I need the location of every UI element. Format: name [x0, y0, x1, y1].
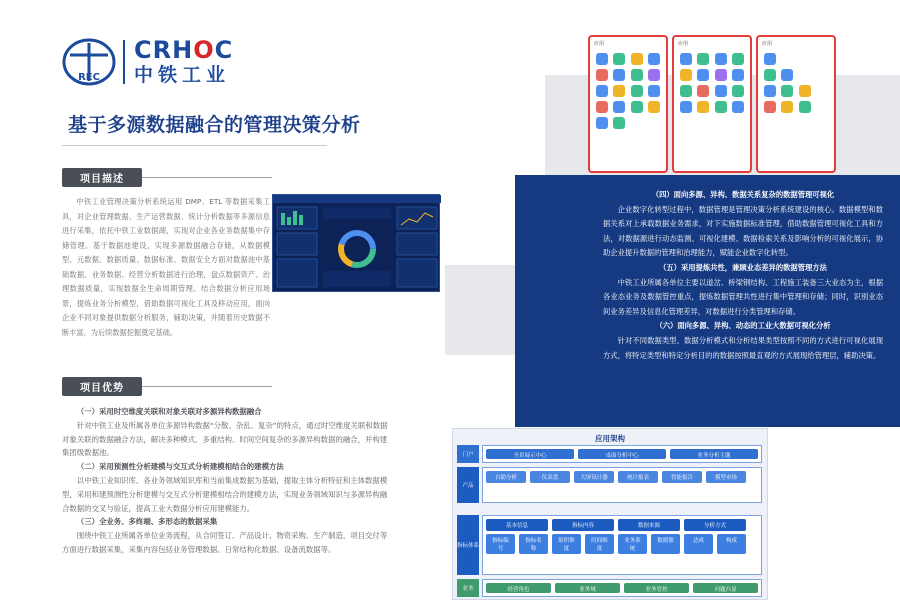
arch-item: 业务管控 [624, 583, 689, 593]
arch-subitem: 业务系统 [618, 534, 647, 554]
arch-row-product [457, 467, 762, 503]
feature-text: 中铁工业所属各单位主要以道岔、桥梁钢结构、工程施工装备三大业态为主，根据各业态业务及数据管控重点，提炼数据管理共性进行集中管理和存储；同时，识别业态间业务差异及信息化管理差异，对数据进行分类管理和存储。 [603, 277, 883, 316]
arch-item: 统计报表 [618, 471, 658, 483]
arch-row-label: 指标体系 [457, 515, 479, 575]
company-logo [62, 35, 233, 89]
arch-item: 指标内容 [552, 519, 614, 531]
crec-emblem-icon [62, 35, 116, 89]
section-header-description [62, 168, 272, 186]
arch-row-portal [457, 445, 762, 463]
phone-title: 应用 [594, 41, 605, 47]
arch-subitem: 构成 [717, 534, 746, 554]
arch-item: 大屏设计器 [574, 471, 614, 483]
arch-item: 经营角色 [486, 583, 551, 593]
arch-item: 仪表盘 [530, 471, 570, 483]
logo-wordmark [134, 37, 233, 87]
arch-item: 桌面分析中心 [578, 449, 666, 459]
feature-heading: （四）面向多源、异构、数据关系复杂的数据管理可视化 [651, 190, 835, 199]
advantage-heading: （二）采用预测性分析建模与交互式分析建模相结合的建模方法 [76, 462, 284, 472]
advantage-text: 针对中铁工业及所属各单位多源异构数据“分散、杂乱、复杂”的特点，通过时空维度关联和数据对象关联的数据融合方法，解决多种模式、多重结构、时间空间复杂的多源异构数据的融合，并构建集团级数据池。 [62, 420, 388, 458]
arch-subitem: 时间维度 [585, 534, 614, 554]
arch-item: 智能报告 [662, 471, 702, 483]
page-title: 基于多源数据融合的管理决策分析 [68, 114, 361, 136]
arch-item: 问题凸显 [693, 583, 758, 593]
section-rule [142, 386, 272, 387]
arch-row-label: 门户 [457, 445, 479, 463]
arch-subitem: 指标编号 [486, 534, 515, 554]
arch-subitem: 指标名称 [519, 534, 548, 554]
logo-english: CRHOC [134, 36, 234, 64]
phone-title: 应用 [678, 41, 689, 47]
advantage-heading: （一）采用时空维度关联和对象关联对多源异构数据融合 [76, 407, 262, 416]
arch-item: 分析方式 [684, 519, 746, 531]
arch-subitem: 组织维度 [552, 534, 581, 554]
application-architecture-diagram [452, 428, 768, 600]
logo-separator [123, 40, 125, 84]
arch-item: 业务分析主题 [670, 449, 758, 459]
arch-subitem: 数据源 [651, 534, 680, 554]
feature-heading: （六）面向多源、异构、动态的工业大数据可视化分析 [655, 321, 831, 331]
arch-item: 业务域 [555, 583, 620, 593]
feature-heading: （五）采用提炼共性，兼顾业态差异的数据管理方法 [659, 262, 827, 272]
arch-item: 数据来源 [618, 519, 680, 531]
section-header-advantages [62, 377, 272, 395]
title-divider [62, 145, 327, 146]
advantage-text: 围绕中铁工业所属各单位业务流程，从合同签订、产品设计、物资采购、生产制造、项目交付等方面进行数据采集，采集内容包括业务管理数据、日常结构化数据、设备流数据等。 [62, 531, 388, 554]
mobile-app-screenshots [588, 35, 836, 173]
arch-item: 全景展示中心 [486, 449, 574, 459]
section-label: 项目描述 [62, 168, 142, 187]
advantage-text: 以中铁工业知识库、各业务领域知识库和当前集成数据为基础，提取主体分析特征和主体数据模型，采用和建预测性分析建模与交互式分析建模相结合的建模方法，实现业务领域知识与多源异构融合数据的交叉与验证，提高工业大数据分析应用建模能力。 [62, 475, 388, 513]
phone-screenshot [756, 35, 836, 173]
arch-item: 基本信息 [486, 519, 548, 531]
arch-row-label: 产品 [457, 467, 479, 503]
arch-row-label: 业务 [457, 579, 479, 597]
phone-title: 应用 [762, 41, 773, 47]
background-gray-block [445, 265, 515, 355]
section-rule [142, 177, 272, 178]
feature-text: 企业数字化转型过程中，数据管理是管理决策分析系统建设的核心。数据模型和数据关系对上承载数据业务需求，对下实施数据标准管理，借助数据管理可视化工具和方法，对数据源进行动态监测、可视化建模、数据检索关系及影响分析的可视化展示，协助企业提升数据的管理和治理能力，赋能企业数字化转型。 [603, 204, 883, 258]
arch-subitem: 达成 [684, 534, 713, 554]
advantages-list [62, 405, 392, 557]
arch-item: 模型市场 [706, 471, 746, 483]
phone-screenshot [672, 35, 752, 173]
arch-title: 应用架构 [595, 434, 625, 443]
logo-chinese: 中铁工业 [134, 64, 231, 86]
section-label: 项目优势 [62, 377, 142, 396]
project-description: 中铁工业管理决策分析系统运用 DMP、ETL 等数据采集工具，对企业管理数据、生产运营数据、统计分析数据等多源信息进行采集，依托中铁工业数据湖，实现对企业各业务数据集中存储管理。基于数据池建设，实现多源数据融合存储，从数据模型、元数据、数据质量、数据标准、数据安全方面对数据池中基础数据、业务数据、经营分析数据进行治理，盘点数据资产、治理数据质量，实现数据全生命周期管理。结合数据分析应用场景，提炼业务分析模型，借助数据可视化工具及移动应用，面向企业不同对象提供数据分析服务，辅助决策，并随着历史数据不断丰富，为后续数据挖掘奠定基础。 [62, 197, 270, 337]
svg-text:REC: REC [78, 72, 100, 83]
arch-row-business [457, 579, 762, 597]
advantage-heading: （三）全业务、多终端、多形态的数据采集 [76, 517, 218, 527]
dashboard-screenshot [272, 194, 440, 292]
blue-feature-panel [515, 175, 900, 427]
feature-text: 针对不同数据类型、数据分析模式和分析结果类型按照不同的方式进行可视化展现方式，将特定类型和特定分析目的的数据按照最直观的方式展现给管理层，辅助决策。 [603, 335, 883, 360]
arch-row-indicators [457, 515, 762, 575]
arch-item: 自助分析 [486, 471, 526, 483]
phone-screenshot [588, 35, 668, 173]
